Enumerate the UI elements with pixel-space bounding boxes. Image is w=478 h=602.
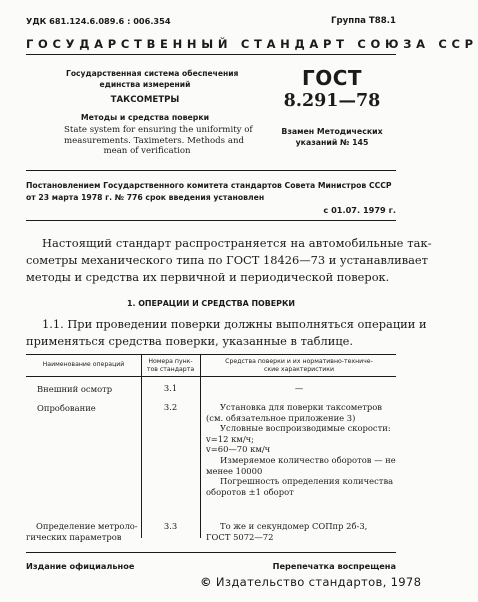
footer-rule (26, 552, 396, 553)
table-col-divider (200, 354, 201, 468)
row-means: — (294, 383, 304, 393)
section-paragraph-line: применяться средства поверки, указанные в таблице. (26, 334, 354, 348)
system-title: Государственная система обеспечения единства измерений (66, 69, 239, 89)
official-edition: Издание официальное (26, 561, 135, 571)
reprint-note: Перепечатка воспрещена (272, 561, 396, 571)
gost-number: 8.291—78 (283, 91, 381, 111)
effective-date: с 01.07. 1979 г. (323, 205, 396, 215)
table-header-rule (26, 376, 396, 377)
subtitle: Методы и средства поверки (80, 113, 210, 122)
decree-rule (26, 220, 396, 221)
table-header-operation: Наименование операций (42, 361, 125, 368)
row-clause: 3.3 (163, 521, 178, 531)
row-clause: 3.1 (163, 383, 178, 393)
publisher-line: © Издательство стандартов, 1978 (200, 575, 422, 589)
intro-line: методы и средства их первичной и периодической поверок. (26, 270, 390, 284)
header-rule (26, 170, 396, 171)
row-clause: 3.2 (163, 402, 178, 412)
row-means: Установка для поверки таксометров (см. обязательное приложение 3) Условные воспроизводимые скорости: v=12 км/ч; v=60—70 км/ч Измеряемое количество оборотов — не менее 10000 Погрешность определения количества оборотов ±1 оборот (206, 402, 396, 497)
table-header-clause: Номера пунк- тов стандарта (146, 358, 195, 373)
org-banner: ГОСУДАРСТВЕННЫЙ СТАНДАРТ СОЮЗА ССР (26, 37, 478, 51)
section-paragraph-line: 1.1. При проведении поверки должны выполняться операции и (42, 317, 427, 331)
banner-rule (26, 54, 396, 55)
table-header-means: Средства поверки и их нормативно-техниче- ские характеристики (225, 358, 373, 373)
gost-label: ГОСТ (301, 66, 363, 90)
udk-code: УДК 681.124.6.089.6 : 006.354 (26, 16, 171, 26)
intro-line: сометры механического типа по ГОСТ 18426—73 и устанавливает (26, 253, 428, 267)
table-col-divider (200, 468, 201, 538)
row-operation: Опробование (37, 403, 96, 413)
row-operation: Внешний осмотр (37, 384, 113, 394)
row-means: То же и секундомер СОПпр 2б-3, ГОСТ 5072—72 (206, 521, 368, 542)
row-operation: Определение метроло- гических параметров (26, 521, 138, 542)
table-col-divider (141, 468, 142, 538)
section-title: 1. ОПЕРАЦИИ И СРЕДСТВА ПОВЕРКИ (126, 299, 296, 308)
intro-line: Настоящий стандарт распространяется на автомобильные так- (42, 236, 432, 250)
english-title: State system for ensuring the uniformity of measurements. Taximeters. Methods and mean of verification (64, 125, 253, 156)
product-title: ТАКСОМЕТРЫ (110, 95, 180, 105)
table-top-rule (26, 354, 396, 355)
copyright-icon: © (200, 575, 212, 589)
replaces-note: Взамен Методических указаний № 145 (281, 127, 383, 147)
decree-text: Постановлением Государственного комитета стандартов Совета Министров СССР от 23 марта 1978 г. № 776 срок введения установлен (26, 181, 392, 202)
group-code: Группа Т88.1 (331, 16, 396, 26)
